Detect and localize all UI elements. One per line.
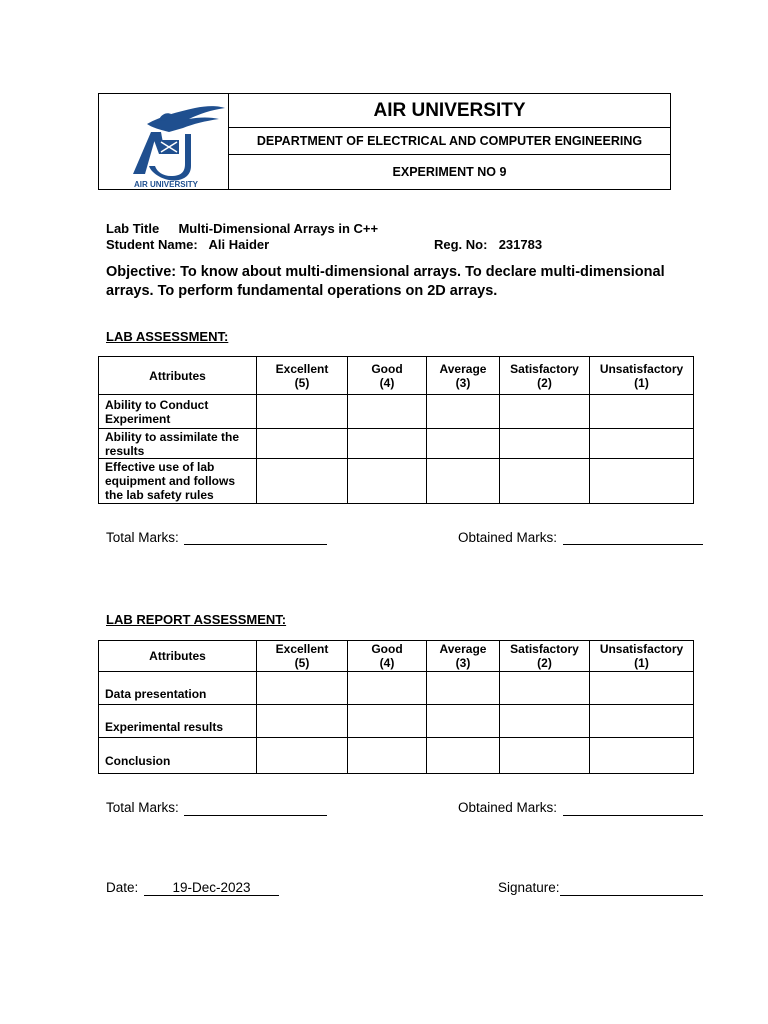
student-name-label: Student Name:: [106, 237, 198, 252]
column-header: Good (4): [348, 641, 427, 672]
score-cell[interactable]: [500, 429, 590, 459]
lab-assessment-heading: LAB ASSESSMENT:: [106, 329, 229, 344]
column-header: Average (3): [427, 357, 500, 395]
score-cell[interactable]: [590, 672, 694, 705]
lab-report-assessment-table: [98, 640, 694, 774]
attribute-cell: Experimental results: [99, 705, 257, 738]
signature-label: Signature:: [498, 880, 560, 895]
score-cell[interactable]: [590, 705, 694, 738]
score-cell[interactable]: [257, 429, 348, 459]
reg-no-row: [434, 237, 542, 252]
column-header: Unsatisfactory (1): [590, 357, 694, 395]
logo-text: AIR UNIVERSITY: [134, 180, 199, 189]
score-cell[interactable]: [590, 738, 694, 774]
student-name-value: Ali Haider: [208, 237, 270, 252]
table-header-row: [99, 641, 694, 672]
table-row: [99, 738, 694, 774]
date-label: Date:: [106, 880, 139, 895]
lab-total-marks-label: Total Marks:: [106, 530, 179, 545]
lab-obtained-marks-label: Obtained Marks:: [458, 530, 558, 545]
score-cell[interactable]: [427, 429, 500, 459]
table-header-row: [99, 357, 694, 395]
department-title: DEPARTMENT OF ELECTRICAL AND COMPUTER ENGINEERING: [229, 128, 670, 155]
score-cell[interactable]: [257, 459, 348, 504]
university-title: AIR UNIVERSITY: [229, 94, 670, 128]
report-obtained-marks-label: Obtained Marks:: [458, 800, 558, 815]
score-cell[interactable]: [590, 459, 694, 504]
column-header: Average (3): [427, 641, 500, 672]
lab-obtained-marks-field[interactable]: [563, 544, 703, 545]
attribute-cell: Data presentation: [99, 672, 257, 705]
lab-report-assessment-heading: LAB REPORT ASSESSMENT:: [106, 612, 287, 627]
lab-title-row: [106, 221, 378, 236]
column-header: Excellent (5): [257, 357, 348, 395]
attribute-cell: Effective use of lab equipment and follows the lab safety rules: [99, 459, 257, 504]
score-cell[interactable]: [500, 738, 590, 774]
table-row: [99, 395, 694, 429]
table-row: [99, 705, 694, 738]
score-cell[interactable]: [427, 395, 500, 429]
signature-field[interactable]: [560, 895, 703, 896]
score-cell[interactable]: [500, 459, 590, 504]
column-header: Excellent (5): [257, 641, 348, 672]
university-logo: [99, 94, 229, 189]
score-cell[interactable]: [500, 395, 590, 429]
score-cell[interactable]: [348, 672, 427, 705]
attribute-cell: Ability to assimilate the results: [99, 429, 257, 459]
experiment-number: EXPERIMENT NO 9: [392, 165, 507, 179]
column-header: Attributes: [99, 641, 257, 672]
score-cell[interactable]: [427, 672, 500, 705]
reg-no-label: Reg. No:: [434, 237, 488, 252]
score-cell[interactable]: [257, 705, 348, 738]
column-header: Attributes: [99, 357, 257, 395]
score-cell[interactable]: [500, 672, 590, 705]
lab-title-label: Lab Title: [106, 221, 160, 236]
lab-title-value: Multi-Dimensional Arrays in C++: [178, 221, 379, 236]
score-cell[interactable]: [427, 738, 500, 774]
objective: Objective: To know about multi-dimensional arrays. To declare multi-dimensional arrays. To perform fundamental operations on 2D arrays.: [106, 264, 665, 299]
score-cell[interactable]: [348, 705, 427, 738]
date-field[interactable]: [144, 880, 279, 896]
score-cell[interactable]: [348, 395, 427, 429]
column-header: Good (4): [348, 357, 427, 395]
attribute-cell: Conclusion: [99, 738, 257, 774]
score-cell[interactable]: [427, 705, 500, 738]
attribute-cell: Ability to Conduct Experiment: [99, 395, 257, 429]
lab-total-marks-field[interactable]: [184, 544, 327, 545]
report-total-marks-field[interactable]: [184, 815, 327, 816]
report-obtained-marks-field[interactable]: [563, 815, 703, 816]
table-row: [99, 459, 694, 504]
table-row: [99, 429, 694, 459]
student-name-row: [106, 237, 269, 252]
score-cell[interactable]: [348, 738, 427, 774]
column-header: Satisfactory (2): [500, 641, 590, 672]
score-cell[interactable]: [257, 395, 348, 429]
report-total-marks-label: Total Marks:: [106, 800, 179, 815]
score-cell[interactable]: [590, 395, 694, 429]
score-cell[interactable]: [500, 705, 590, 738]
table-row: [99, 672, 694, 705]
score-cell[interactable]: [348, 429, 427, 459]
score-cell[interactable]: [427, 459, 500, 504]
score-cell[interactable]: [257, 738, 348, 774]
header-box: [98, 93, 671, 190]
score-cell[interactable]: [348, 459, 427, 504]
reg-no-value: 231783: [498, 237, 543, 252]
score-cell[interactable]: [257, 672, 348, 705]
column-header: Unsatisfactory (1): [590, 641, 694, 672]
score-cell[interactable]: [590, 429, 694, 459]
lab-assessment-table: [98, 356, 694, 504]
date-value: 19-Dec-2023: [172, 880, 251, 895]
column-header: Satisfactory (2): [500, 357, 590, 395]
